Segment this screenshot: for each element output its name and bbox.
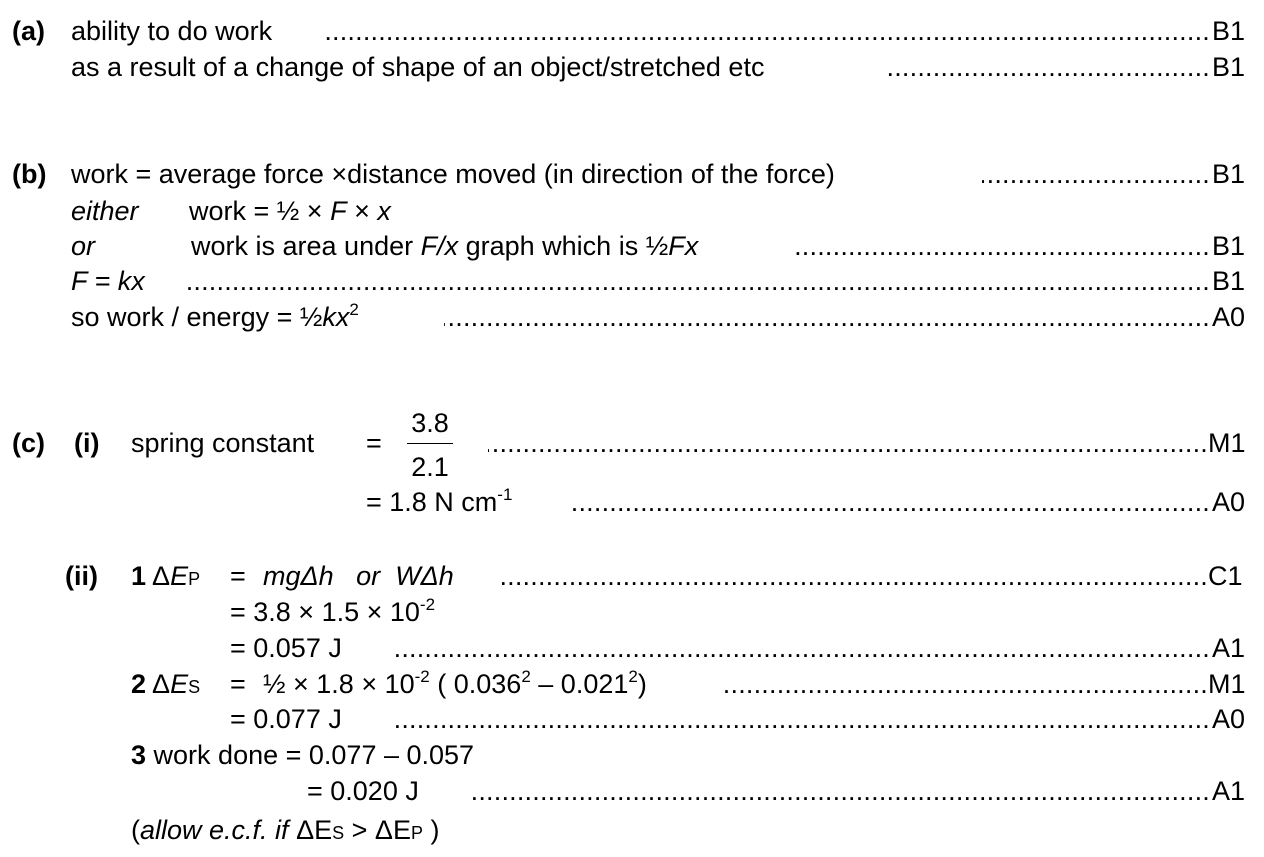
part-b-label: (b) xyxy=(12,159,47,189)
step-2-lhs: 2 ΔES xyxy=(131,669,201,699)
dot-leader xyxy=(572,484,1210,520)
either-expression: work = ½ × F × x xyxy=(189,196,391,226)
dot-leader xyxy=(488,425,1208,461)
mark-b1: B1 xyxy=(1212,159,1246,189)
part-b-line-1: work = average force ×distance moved (in direction of the force) xyxy=(71,159,835,189)
fraction xyxy=(405,405,455,485)
mark-cii-3: M1 xyxy=(1208,669,1246,699)
part-a-line-1: ability to do work xyxy=(71,16,273,46)
dot-leader xyxy=(326,13,1210,49)
mark-b2: B1 xyxy=(1212,231,1246,261)
mark-ci-2: A0 xyxy=(1212,487,1246,517)
dot-leader xyxy=(724,666,1208,702)
or-expression: work is area under F/x graph which is ½Fx xyxy=(191,231,699,261)
step-1-result: = 0.057 J xyxy=(230,633,342,663)
step-2-expression: ½ × $1.8 \times 10^{-2}$ ( 0.036$^2$ – 0.021$^2$) xyxy=(263,667,647,699)
mark-ci-1: M1 xyxy=(1208,428,1246,458)
spring-constant-result: = 1.8 N $cm^{-1}$ xyxy=(366,485,513,517)
dot-leader xyxy=(502,558,1208,594)
sub-i-label: (i) xyxy=(74,428,100,458)
equals-sign: = xyxy=(366,428,382,458)
dot-leader xyxy=(396,701,1210,737)
numerator: 3.8 xyxy=(411,408,449,438)
fraction-bar xyxy=(407,443,453,444)
mark-a1: B1 xyxy=(1212,16,1246,46)
step-2-result: = 0.077 J xyxy=(230,704,342,734)
mark-cii-5: A1 xyxy=(1212,776,1246,806)
mark-b4: A0 xyxy=(1212,302,1246,332)
step-1-expression: mgΔh or WΔh xyxy=(263,561,454,591)
step-1-equals: = xyxy=(230,561,246,591)
dot-leader xyxy=(792,228,1210,264)
mark-a2: B1 xyxy=(1212,52,1246,82)
dot-leader xyxy=(888,49,1210,85)
part-a-line-2: as a result of a change of shape of an object/stretched etc xyxy=(71,52,765,82)
dot-leader xyxy=(188,263,1210,299)
dot-leader xyxy=(470,773,1210,809)
allow-ecf-note: (allow e.c.f. if ΔES > ΔEP ) xyxy=(131,815,440,845)
mark-cii-4: A0 xyxy=(1212,704,1246,734)
denominator: 2.1 xyxy=(411,452,449,482)
mark-cii-2: A1 xyxy=(1212,633,1246,663)
dot-leader xyxy=(982,156,1210,192)
step-1-substitution: = $3.8 \times 1.5 \times 10^{-2}$ xyxy=(230,595,436,627)
energy-result: so work / energy = $\frac{1}{2}kx^2$ xyxy=(71,300,359,332)
spring-constant-text: spring constant xyxy=(131,428,315,458)
dot-leader xyxy=(396,630,1210,666)
step-2-equals: = xyxy=(230,669,246,699)
step-1-lhs: 1 ΔEP xyxy=(131,561,201,591)
part-a-label: (a) xyxy=(12,16,45,46)
sub-ii-label: (ii) xyxy=(65,561,98,591)
part-c-label: (c) xyxy=(12,428,45,458)
dot-leader xyxy=(444,299,1210,335)
step-3-work-done: 3 work done = 0.077 – 0.057 xyxy=(131,740,475,770)
step-3-result: = 0.020 J xyxy=(307,776,419,806)
or-label: or xyxy=(71,231,96,261)
mark-b3: B1 xyxy=(1212,266,1246,296)
mark-cii-1: C1 xyxy=(1208,561,1243,591)
either-label: either xyxy=(71,196,139,226)
hooke-law: F = kx xyxy=(71,266,145,296)
